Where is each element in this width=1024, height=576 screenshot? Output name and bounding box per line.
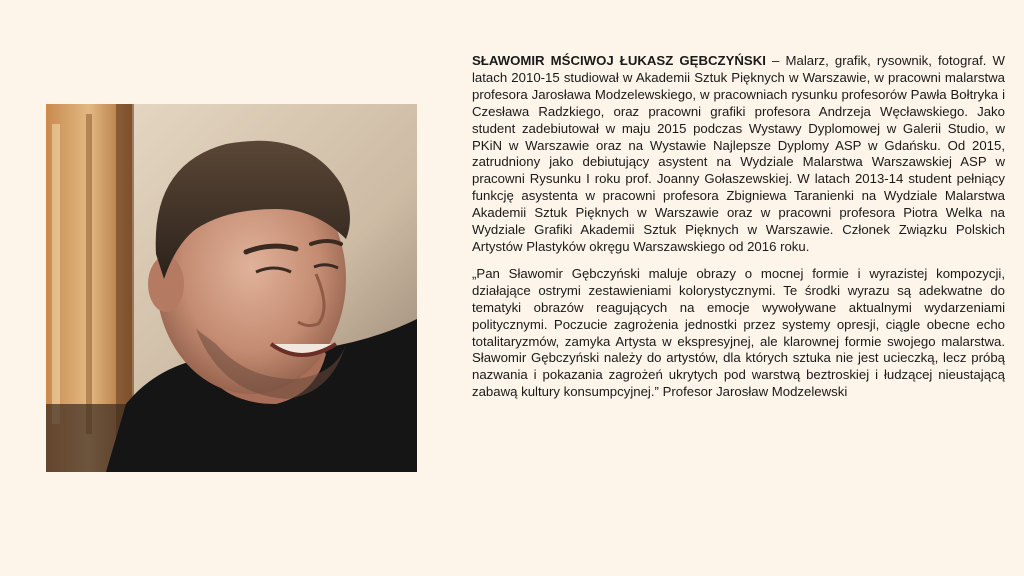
bio-text: – Malarz, grafik, rysownik, fotograf. W latach 2010-15 studiował w Akademii Sztuk Pięknych w Warszawie, w pracowni malarstwa profesora Jarosława Modzelewskiego, w pracowniach rysunku profesorów Pawła Bołtryka i Czesława Radzkiego, oraz pracowni grafiki profesora Andrzeja Węcławskiego. Jako student zadebiutował w maju 2015 podczas Wystawy Dyplomowej w Galerii Studio, w PKiN w Warszawie oraz na Wystawie Najlepsze Dyplomy ASP w Gdańsku. Od 2015, zatrudniony jako debiutujący asystent na Wydziale Malarstwa Warszawskiej ASP w pracowni Rysunku I roku prof. Joanny Gołaszewskiej. W latach 2013-14 student pełniący funkcję asystenta w pracowni profesora Zbigniewa Taranienki na Wydziale Malarstwa Akademii Sztuk Pięknych w Warszawie oraz w pracowni profesora Piotra Welka na Wydziale Grafiki Akademii Sztuk Pięknych w Warszawie. Członek Związku Polskich Artystów Plastyków okręgu Warszawskiego od 2016 roku. (472, 53, 1005, 254)
bio-paragraph (472, 53, 1005, 256)
artist-name: SŁAWOMIR MŚCIWOJ ŁUKASZ GĘBCZYŃSKI (472, 53, 766, 68)
text-column (472, 53, 1005, 411)
quote-paragraph: „Pan Sławomir Gębczyński maluje obrazy o mocnej formie i wyrazistej kompozycji, działające ostrymi zestawieniami kolorystycznymi. Te środki wyrazu są adekwatne do tematyki obrazów reagujących na emocje wywoływane aktualnymi wydarzeniami politycznymi. Poczucie zagrożenia jednostki przez systemy opresji, ciągle obecne echo totalitaryzmów, zamyka Artysta w ekspresyjnej, ale klarownej formie swojego malarstwa. Sławomir Gębczyński należy do artystów, dla których sztuka nie jest ucieczką, lecz próbą nazwania i pokazania zagrożeń ukrytych pod warstwą beztroskiej i łudzącej nieustającą zabawą kultury konsumpcyjnej.” Profesor Jarosław Modzelewski (472, 265, 1005, 400)
portrait-illustration (46, 104, 417, 472)
artist-portrait-photo (46, 104, 417, 472)
